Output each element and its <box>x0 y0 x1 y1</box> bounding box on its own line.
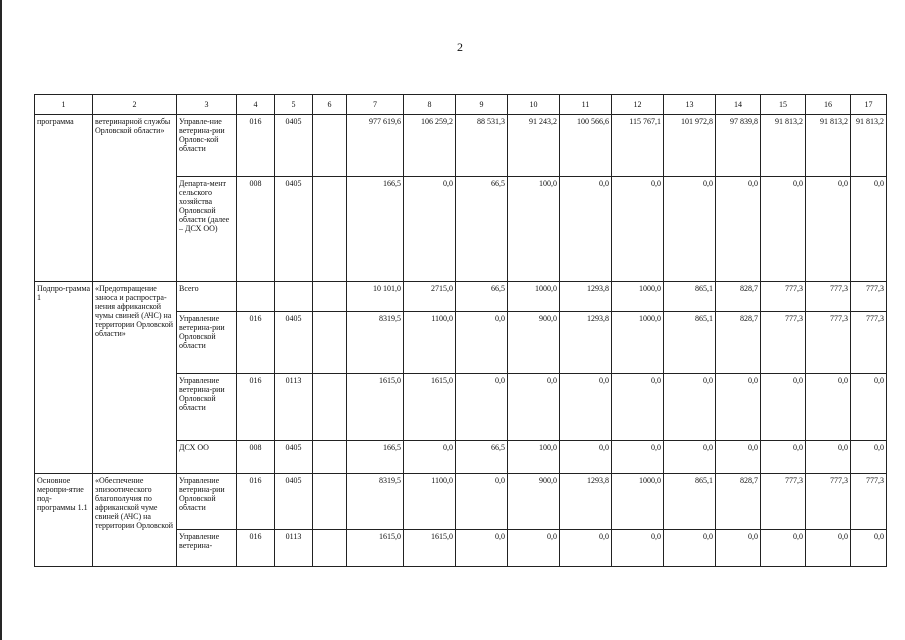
amount-cell: 66,5 <box>456 177 508 282</box>
header-row <box>35 95 887 115</box>
amount-cell: 0,0 <box>806 441 851 474</box>
amount-cell: 101 972,8 <box>664 115 716 177</box>
amount-cell: 0,0 <box>612 441 664 474</box>
amount-cell: 0,0 <box>806 374 851 441</box>
amount-cell: 0,0 <box>560 374 612 441</box>
amount-cell: 0,0 <box>664 177 716 282</box>
amount-cell: 0,0 <box>664 441 716 474</box>
amount-cell: 0,0 <box>612 374 664 441</box>
amount-cell: 828,7 <box>716 474 761 530</box>
amount-cell: 0,0 <box>456 312 508 374</box>
amount-cell: 115 767,1 <box>612 115 664 177</box>
amount-cell: 777,3 <box>761 312 806 374</box>
amount-cell: 0,0 <box>716 177 761 282</box>
amount-cell: 166,5 <box>347 441 404 474</box>
gov-code-cell <box>237 282 275 312</box>
column-header: 16 <box>806 95 851 115</box>
column-header: 4 <box>237 95 275 115</box>
amount-cell: 100,0 <box>508 441 560 474</box>
amount-cell: 0,0 <box>612 177 664 282</box>
column-header: 10 <box>508 95 560 115</box>
amount-cell: 777,3 <box>761 282 806 312</box>
target-code-cell <box>313 115 347 177</box>
executor-cell: Всего <box>177 282 237 312</box>
amount-cell: 0,0 <box>612 530 664 567</box>
target-code-cell <box>313 374 347 441</box>
amount-cell: 10 101,0 <box>347 282 404 312</box>
gov-code-cell: 008 <box>237 177 275 282</box>
column-header: 3 <box>177 95 237 115</box>
table-body <box>35 95 887 567</box>
amount-cell: 166,5 <box>347 177 404 282</box>
executor-cell: Управление ветерина- <box>177 530 237 567</box>
column-header: 5 <box>275 95 313 115</box>
amount-cell: 106 259,2 <box>404 115 456 177</box>
amount-cell: 0,0 <box>806 177 851 282</box>
column-header: 8 <box>404 95 456 115</box>
target-code-cell <box>313 441 347 474</box>
section-code-cell: 0405 <box>275 115 313 177</box>
amount-cell: 828,7 <box>716 282 761 312</box>
amount-cell: 0,0 <box>456 374 508 441</box>
gov-code-cell: 016 <box>237 474 275 530</box>
column-header: 6 <box>313 95 347 115</box>
executor-cell: Управле-ние ветерина-рии Орловс-кой области <box>177 115 237 177</box>
amount-cell: 66,5 <box>456 282 508 312</box>
amount-cell: 1000,0 <box>508 282 560 312</box>
column-header: 17 <box>851 95 887 115</box>
amount-cell: 1000,0 <box>612 312 664 374</box>
gov-code-cell: 008 <box>237 441 275 474</box>
amount-cell: 865,1 <box>664 282 716 312</box>
amount-cell: 865,1 <box>664 312 716 374</box>
column-header: 15 <box>761 95 806 115</box>
gov-code-cell: 016 <box>237 374 275 441</box>
amount-cell: 1100,0 <box>404 312 456 374</box>
amount-cell: 0,0 <box>716 441 761 474</box>
amount-cell: 0,0 <box>456 530 508 567</box>
amount-cell: 100 566,6 <box>560 115 612 177</box>
amount-cell: 900,0 <box>508 312 560 374</box>
executor-cell: Управление ветерина-рии Орловской области <box>177 474 237 530</box>
amount-cell: 8319,5 <box>347 474 404 530</box>
amount-cell: 0,0 <box>508 374 560 441</box>
amount-cell: 8319,5 <box>347 312 404 374</box>
scan-left-edge <box>0 0 2 640</box>
program-level-cell: программа <box>35 115 93 282</box>
program-name-cell: «Предотвращение заноса и распростра-нения африканской чумы свиней (АЧС) на территории Орловской области» <box>93 282 177 474</box>
amount-cell: 0,0 <box>851 177 887 282</box>
executor-cell: Управление ветерина-рии Орловской области <box>177 312 237 374</box>
section-code-cell: 0405 <box>275 177 313 282</box>
section-code-cell: 0405 <box>275 474 313 530</box>
amount-cell: 100,0 <box>508 177 560 282</box>
amount-cell: 0,0 <box>851 441 887 474</box>
column-header: 13 <box>664 95 716 115</box>
table-row <box>35 115 887 177</box>
amount-cell: 0,0 <box>508 530 560 567</box>
amount-cell: 66,5 <box>456 441 508 474</box>
program-name-cell: ветеринарной службы Орловской области» <box>93 115 177 282</box>
amount-cell: 91 813,2 <box>761 115 806 177</box>
amount-cell: 0,0 <box>761 177 806 282</box>
amount-cell: 0,0 <box>716 530 761 567</box>
table-row <box>35 282 887 312</box>
amount-cell: 0,0 <box>806 530 851 567</box>
amount-cell: 0,0 <box>560 441 612 474</box>
page-number: 2 <box>457 40 463 54</box>
amount-cell: 1615,0 <box>404 374 456 441</box>
amount-cell: 1293,8 <box>560 282 612 312</box>
amount-cell: 0,0 <box>761 374 806 441</box>
gov-code-cell: 016 <box>237 530 275 567</box>
amount-cell: 91 813,2 <box>851 115 887 177</box>
amount-cell: 2715,0 <box>404 282 456 312</box>
amount-cell: 0,0 <box>404 177 456 282</box>
amount-cell: 0,0 <box>851 374 887 441</box>
amount-cell: 1293,8 <box>560 312 612 374</box>
amount-cell: 0,0 <box>560 530 612 567</box>
column-header: 12 <box>612 95 664 115</box>
section-code-cell: 0405 <box>275 441 313 474</box>
amount-cell: 777,3 <box>851 474 887 530</box>
amount-cell: 1000,0 <box>612 282 664 312</box>
amount-cell: 777,3 <box>851 282 887 312</box>
amount-cell: 97 839,8 <box>716 115 761 177</box>
amount-cell: 0,0 <box>851 530 887 567</box>
amount-cell: 91 813,2 <box>806 115 851 177</box>
amount-cell: 0,0 <box>456 474 508 530</box>
amount-cell: 828,7 <box>716 312 761 374</box>
column-header: 1 <box>35 95 93 115</box>
amount-cell: 1293,8 <box>560 474 612 530</box>
amount-cell: 900,0 <box>508 474 560 530</box>
program-level-cell: Основное меропри-ятие под-программы 1.1 <box>35 474 93 567</box>
amount-cell: 1100,0 <box>404 474 456 530</box>
column-header: 2 <box>93 95 177 115</box>
amount-cell: 0,0 <box>664 530 716 567</box>
budget-table <box>34 94 887 567</box>
executor-cell: Департа-мент сельского хозяйства Орловской области (далее – ДСХ ОО) <box>177 177 237 282</box>
amount-cell: 0,0 <box>560 177 612 282</box>
amount-cell: 777,3 <box>761 474 806 530</box>
amount-cell: 777,3 <box>806 282 851 312</box>
target-code-cell <box>313 282 347 312</box>
amount-cell: 1615,0 <box>347 530 404 567</box>
program-level-cell: Подпро-грамма 1 <box>35 282 93 474</box>
gov-code-cell: 016 <box>237 312 275 374</box>
amount-cell: 865,1 <box>664 474 716 530</box>
amount-cell: 88 531,3 <box>456 115 508 177</box>
amount-cell: 1615,0 <box>404 530 456 567</box>
amount-cell: 777,3 <box>806 312 851 374</box>
section-code-cell: 0405 <box>275 312 313 374</box>
amount-cell: 0,0 <box>664 374 716 441</box>
amount-cell: 1000,0 <box>612 474 664 530</box>
gov-code-cell: 016 <box>237 115 275 177</box>
target-code-cell <box>313 177 347 282</box>
amount-cell: 0,0 <box>761 530 806 567</box>
amount-cell: 1615,0 <box>347 374 404 441</box>
amount-cell: 0,0 <box>716 374 761 441</box>
amount-cell: 777,3 <box>851 312 887 374</box>
target-code-cell <box>313 312 347 374</box>
program-name-cell: «Обеспечение эпизоотического благополучия по африканской чуме свиней (АЧС) на территории Орловской <box>93 474 177 567</box>
section-code-cell: 0113 <box>275 374 313 441</box>
executor-cell: Управление ветерина-рии Орловской области <box>177 374 237 441</box>
amount-cell: 0,0 <box>404 441 456 474</box>
amount-cell: 777,3 <box>806 474 851 530</box>
target-code-cell <box>313 474 347 530</box>
column-header: 9 <box>456 95 508 115</box>
target-code-cell <box>313 530 347 567</box>
column-header: 7 <box>347 95 404 115</box>
table-row <box>35 474 887 530</box>
amount-cell: 0,0 <box>761 441 806 474</box>
section-code-cell: 0113 <box>275 530 313 567</box>
amount-cell: 977 619,6 <box>347 115 404 177</box>
column-header: 14 <box>716 95 761 115</box>
section-code-cell <box>275 282 313 312</box>
executor-cell: ДСХ ОО <box>177 441 237 474</box>
amount-cell: 91 243,2 <box>508 115 560 177</box>
column-header: 11 <box>560 95 612 115</box>
